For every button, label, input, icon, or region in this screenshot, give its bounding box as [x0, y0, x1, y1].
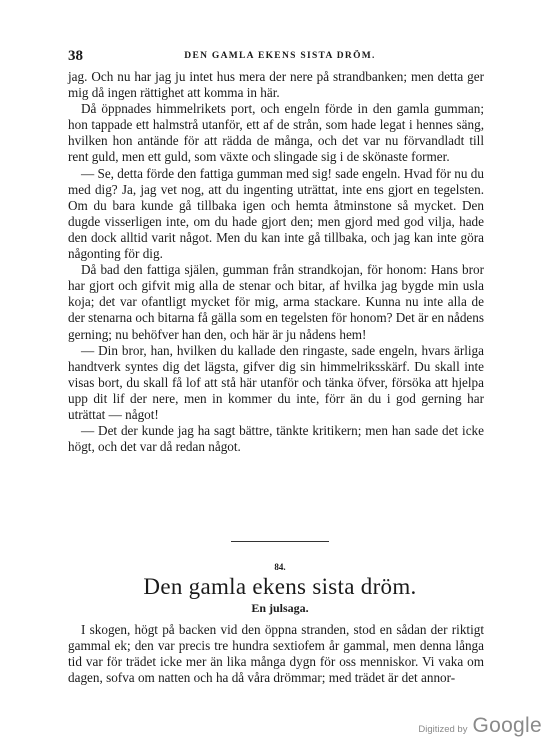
paragraph: — Det der kunde jag ha sagt bättre, tänkte kritikern; men han sade det icke högt, och det var då redan något.: [68, 423, 484, 455]
body-text-upper: [68, 69, 484, 455]
watermark-prefix: Digitized by: [418, 724, 468, 735]
page-number: 38: [68, 48, 83, 64]
section-divider: [231, 541, 329, 542]
section-number: 84.: [274, 562, 286, 572]
watermark-logo: Google: [472, 714, 542, 737]
paragraph: Då öppnades himmelrikets port, och engeln förde in den gamla gumman; hon tappade ett halmstrå utanför, ett af de strån, som hade legat i hennes säng, hvilken hon antände för att rädda de många, och det var nu förvandladt till rent guld, men ett guld, som växte och slingade sig i de skönaste former.: [68, 101, 484, 165]
running-title: DEN GAMLA EKENS SISTA DRÖM.: [184, 51, 376, 61]
paragraph: — Se, detta förde den fattiga gumman med sig! sade engeln. Hvad för nu du med dig? Ja, jag vet nog, att du ingenting uträttat, inte ens gjort en tegelsten. Om du bara kunde gå tillbaka igen och hemta åtminstone så mycket. Den dugde visserligen inte, om du hade gjort den; men gjord med god vilja, hade den dock alltid varit något. Men du kan inte gå tillbaka, och jag kan inte göra någonting för dig.: [68, 165, 484, 262]
body-text-lower: [68, 622, 484, 686]
section-title: Den gamla ekens sista dröm.: [143, 574, 417, 599]
page-header: [60, 48, 500, 66]
section-subtitle: En julsaga.: [251, 601, 309, 615]
paragraph: Då bad den fattiga själen, gumman från strandkojan, för honom: Hans bror har gjort och gifvit mig alla de stenar och bitar, af hvilka jag bygde min usla koja; det var ofantligt mycket för mig, arma stackare. Kunna nu inte alla de der stenarna och bitarna få gälla som en tegelsten för honom? Det är en nådens gerning; nu behöfver han den, och här är ju nådens hem!: [68, 262, 484, 342]
digitization-watermark: [418, 714, 542, 738]
paragraph: I skogen, högt på backen vid den öppna stranden, stod en sådan der riktigt gammal ek; den var precis tre hundra sextiofem år gammal, men denna långa tid var för trädet icke mer än lika många dygn för oss menniskor. Vi vaka om dagen, sofva om natten och ha då våra drömmar; med trädet är det annor-: [68, 622, 484, 686]
paragraph: — Din bror, han, hvilken du kallade den ringaste, sade engeln, hvars ärliga handtverk syntes dig det lägsta, gifver dig sin himmelriksskärf. Du skall inte visas bort, du skall få lof att stå här utanför och tänka öfver, försöka att hjelpa upp dit lif der nere, men in kommer du inte, förr än du i god gerning har uträttat — något!: [68, 342, 484, 422]
paragraph: jag. Och nu har jag ju intet hus mera der nere på strandbanken; men detta ger mig då ingen rättighet att komma in här.: [68, 69, 484, 101]
